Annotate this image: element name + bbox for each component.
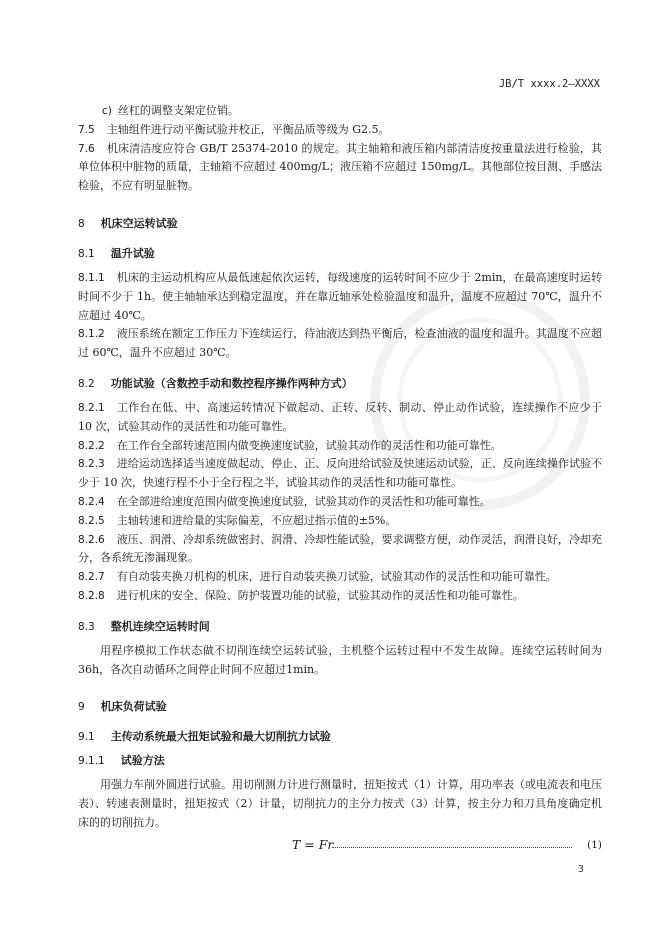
clause-8-2-2: 8.2.2 在工作台全部转速范围内做变换速度试验，试验其动作的灵活性和功能可靠性。 (78, 438, 502, 452)
clause-7-5: 7.5 主轴组件进行动平衡试验并校正，平衡品质等级为 G2.5。 (78, 122, 390, 136)
section-heading-9-1-1: 9.1.1 试验方法 (78, 754, 165, 768)
clause-7-6: 7.6 机床清洁度应符合 GB/T 25374-2010 的规定。其主轴箱和液压箱内部清洁度按重量法进行检验，其单位体积中脏物的质量，主轴箱不应超过 400mg/L；液压箱不应超过 150mg/L。其他部位按目测、手感法检验，不应有明显脏物。 (78, 141, 602, 193)
formula-1 (78, 835, 602, 857)
clause-8-2-4: 8.2.4 在全部进给速度范围内做变换速度试验，试验其动作的灵活性和功能可靠性。 (78, 494, 491, 508)
page-number: 3 (577, 864, 584, 875)
page-footer (0, 904, 662, 936)
clause-8-2-8: 8.2.8 进行机床的安全、保险、防护装置功能的试验，试验其动作的灵活性和功能可靠性。 (78, 588, 524, 602)
clause-8-2-5: 8.2.5 主轴转速和进给量的实际偏差，不应超过指示值的±5%。 (78, 513, 397, 527)
document-code: JB/T xxxx.2—XXXX (498, 78, 600, 90)
formula-number: (1) (587, 838, 602, 851)
clause-8-1-1: 8.1.1 机床的主运动机构应从最低速起依次运转，每级速度的运转时间不应少于 2min，在最高速度时运转时间不少于 1h。使主轴轴承达到稳定温度，并在靠近轴承处检验温度和温升，温度不应超过 70℃，温升不应超过 40℃。 (78, 270, 602, 322)
section-heading-8: 8 机床空运转试验 (78, 216, 178, 230)
paragraph-9-1-1: 用强力车削外圆进行试验。用切削测力计进行测量时，扭矩按式（1）计算，用功率表（或电流表和电压表）、转速表测量时，扭矩按式（2）计量，切削抗力的主分力按式（3）计算，按主分力和刀具角度确定机床的的切削抗力。 (78, 778, 602, 829)
clause-8-2-1: 8.2.1 工作台在低、中、高速运转情况下做起动、正转、反转、制动、停止动作试验，连续操作不应少于 10 次，试验其动作的灵活性和功能可靠性。 (78, 400, 602, 433)
section-heading-9: 9 机床负荷试验 (78, 700, 167, 714)
paragraph-8-3: 用程序模拟工作状态做不切削连续空运转试验，主机整个运转过程中不发生故障。连续空运转时间为36h，各次自动循环之间停止时间不应超过1min。 (78, 643, 602, 676)
section-heading-8-1: 8.1 温升试验 (78, 246, 155, 260)
clause-8-2-7: 8.2.7 有自动装夹换刀机构的机床，进行自动装夹换刀试验，试验其动作的灵活性和功能可靠性。 (78, 570, 557, 584)
clause-8-2-3: 8.2.3 进给运动选择适当速度做起动、停止、正、反向进给试验及快速运动试验，正、反向连续操作试验不少于 10 次，快速行程不小于全行程之半，试验其动作的灵活性和功能可靠性。 (78, 457, 602, 490)
section-heading-8-2: 8.2 功能试验（含数控手动和数控程序操作两种方式） (78, 376, 353, 390)
formula-expression: T = Fr (292, 836, 334, 852)
clause-8-1-2: 8.1.2 液压系统在额定工作压力下连续运行，待油液达到热平衡后，检查油液的温度和温升。其温度不应超过 60℃，温升不应超过 30℃。 (78, 327, 602, 360)
formula-leader-dots (332, 847, 572, 848)
list-item-c: c) 丝杠的调整支架定位销。 (102, 104, 239, 117)
section-heading-8-3: 8.3 整机连续空运转时间 (78, 619, 210, 633)
clause-8-2-6: 8.2.6 液压、润滑、冷却系统做密封、润滑、冷却性能试验，要求调整方便，动作灵活，润滑良好，冷却充分，各系统无渗漏现象。 (78, 532, 602, 565)
page-body (78, 102, 602, 857)
section-heading-9-1: 9.1 主传动系统最大扭矩试验和最大切削抗力试验 (78, 730, 331, 744)
